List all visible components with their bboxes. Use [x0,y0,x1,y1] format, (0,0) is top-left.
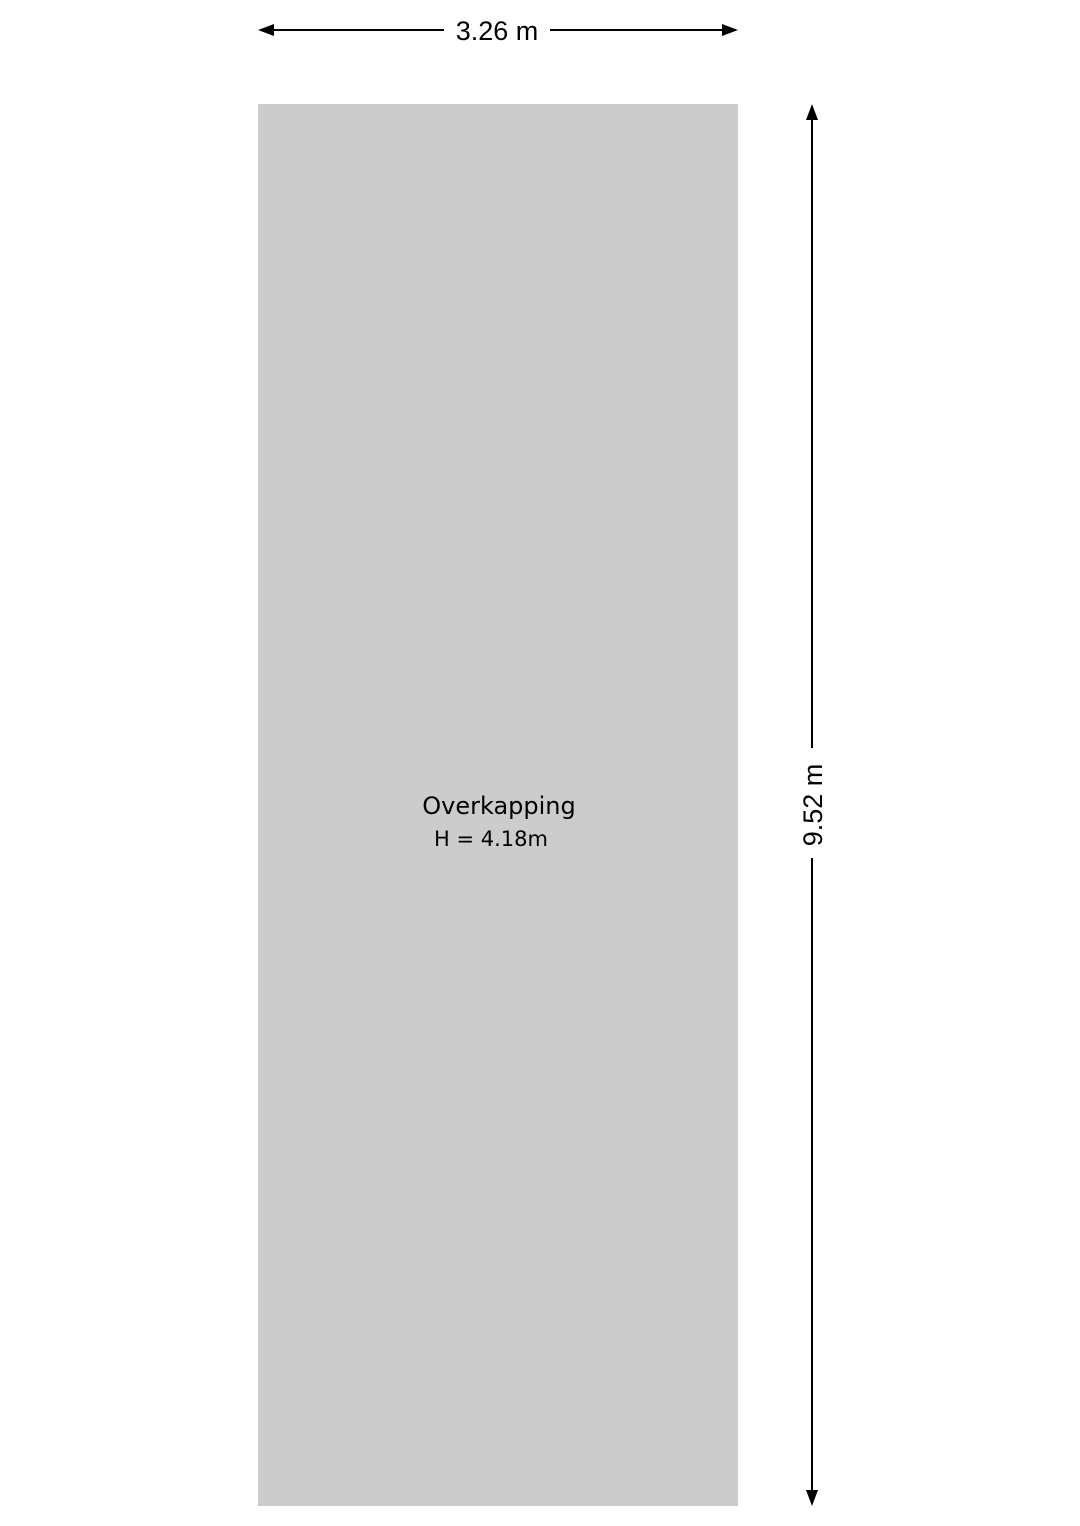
room-height-label: H = 4.18m [434,827,548,851]
arrow-down-icon [806,1490,818,1506]
length-dimension-label: 9.52 m [798,763,828,847]
arrow-up-icon [806,104,818,120]
arrow-right-icon [722,24,738,36]
length-dimension [798,104,828,1506]
arrow-left-icon [258,24,274,36]
width-dimension [258,16,738,46]
room-name-label: Overkapping [422,792,576,820]
width-dimension-label: 3.26 m [455,16,539,46]
